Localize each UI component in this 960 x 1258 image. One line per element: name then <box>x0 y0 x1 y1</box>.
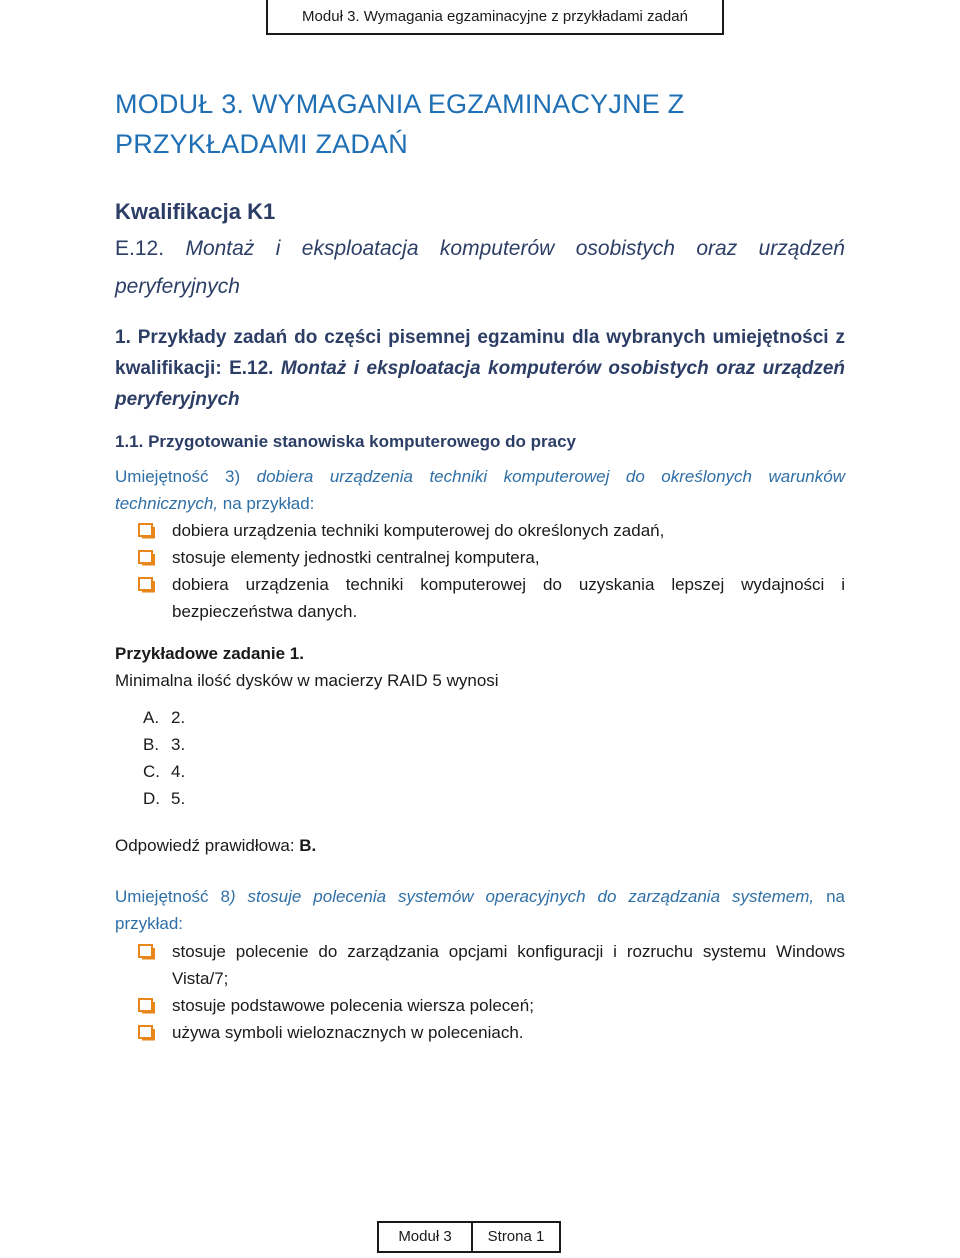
checkbox-bullet-icon <box>138 577 156 593</box>
task-1-label: Przykładowe zadanie 1. <box>115 644 304 663</box>
header-text: Moduł 3. Wymagania egzaminacyjne z przykładami zadań <box>302 8 688 25</box>
skill-3-prefix: Umiejętność 3) <box>115 467 241 486</box>
list-item-text: stosuje podstawowe polecenia wiersza poleceń; <box>172 996 534 1015</box>
footer-page-number: Strona 1 <box>471 1223 559 1251</box>
list-item-text: dobiera urządzenia techniki komputerowej do uzyskania lepszej wydajności i bezpieczeństwa danych. <box>172 575 845 621</box>
qualification-name: Montaż i eksploatacja komputerów osobistych oraz urządzeń peryferyjnych <box>115 237 845 298</box>
section-1-1-heading: 1.1. Przygotowanie stanowiska komputerowego do pracy <box>115 432 577 451</box>
option-value: 5. <box>171 789 186 808</box>
page-title: MODUŁ 3. WYMAGANIA EGZAMINACYJNE Z PRZYKŁADAMI ZADAŃ <box>115 89 685 159</box>
checkbox-bullet-icon <box>138 944 156 960</box>
correct-answer-value: B. <box>299 836 317 855</box>
answer-option <box>143 704 185 731</box>
checkbox-bullet-icon <box>138 998 156 1014</box>
section-1-heading <box>115 322 845 415</box>
list-item <box>138 544 845 571</box>
option-value: 3. <box>171 735 186 754</box>
skill-8-text: stosuje polecenia systemów operacyjnych do zarządzania systemem, <box>247 887 815 906</box>
list-item <box>138 571 845 625</box>
skill-8-paren: ) <box>229 887 236 906</box>
list-item-text: dobiera urządzenia techniki komputerowej do określonych zadań, <box>172 521 665 540</box>
checkbox-bullet-icon <box>138 550 156 566</box>
list-item-text: używa symboli wieloznacznych w poleceniach. <box>172 1023 524 1042</box>
option-letter: C. <box>143 762 160 781</box>
list-item <box>138 992 845 1019</box>
footer-module: Moduł 3 <box>398 1228 452 1245</box>
answer-option <box>143 758 185 785</box>
skill-8-paragraph <box>115 883 845 937</box>
section-1-prefix: 1. Przykłady zadań do części pisemnej egzaminu dla wybranych umiejętności z kwalifikacji: E.12. <box>115 327 845 379</box>
answer-option <box>143 731 185 758</box>
list-item-text: stosuje polecenie do zarządzania opcjami konfiguracji i rozruchu systemu Windows Vista/7; <box>172 942 845 988</box>
correct-answer <box>115 832 316 859</box>
skill-8-suffix: na przykład: <box>115 887 845 933</box>
list-item <box>138 938 845 992</box>
list-item <box>138 517 845 544</box>
qualification-label: Kwalifikacja K1 <box>115 199 276 224</box>
qualification-code: E.12. <box>115 237 165 260</box>
list-item-text: stosuje elementy jednostki centralnej komputera, <box>172 548 540 567</box>
checkbox-bullet-icon <box>138 523 156 539</box>
page-header <box>266 0 724 35</box>
task-1-question: Minimalna ilość dysków w macierzy RAID 5 wynosi <box>115 671 499 690</box>
correct-answer-label: Odpowiedź prawidłowa: <box>115 836 295 855</box>
page-footer <box>377 1221 561 1253</box>
skill-3-text: dobiera urządzenia techniki komputerowej do określonych warunków technicznych, <box>115 467 845 513</box>
skill-3-suffix: na przykład: <box>222 494 315 513</box>
skill-3-paragraph <box>115 463 845 517</box>
list-item <box>138 1019 845 1046</box>
skill-8-prefix: Umiejętność 8 <box>115 887 230 906</box>
option-letter: B. <box>143 735 160 754</box>
option-letter: A. <box>143 708 160 727</box>
section-1-name: Montaż i eksploatacja komputerów osobistych oraz urządzeń peryferyjnych <box>115 358 845 410</box>
checkbox-bullet-icon <box>138 1025 156 1041</box>
option-value: 2. <box>171 708 186 727</box>
qualification-description <box>115 230 845 306</box>
answer-option <box>143 785 185 812</box>
option-letter: D. <box>143 789 160 808</box>
option-value: 4. <box>171 762 186 781</box>
